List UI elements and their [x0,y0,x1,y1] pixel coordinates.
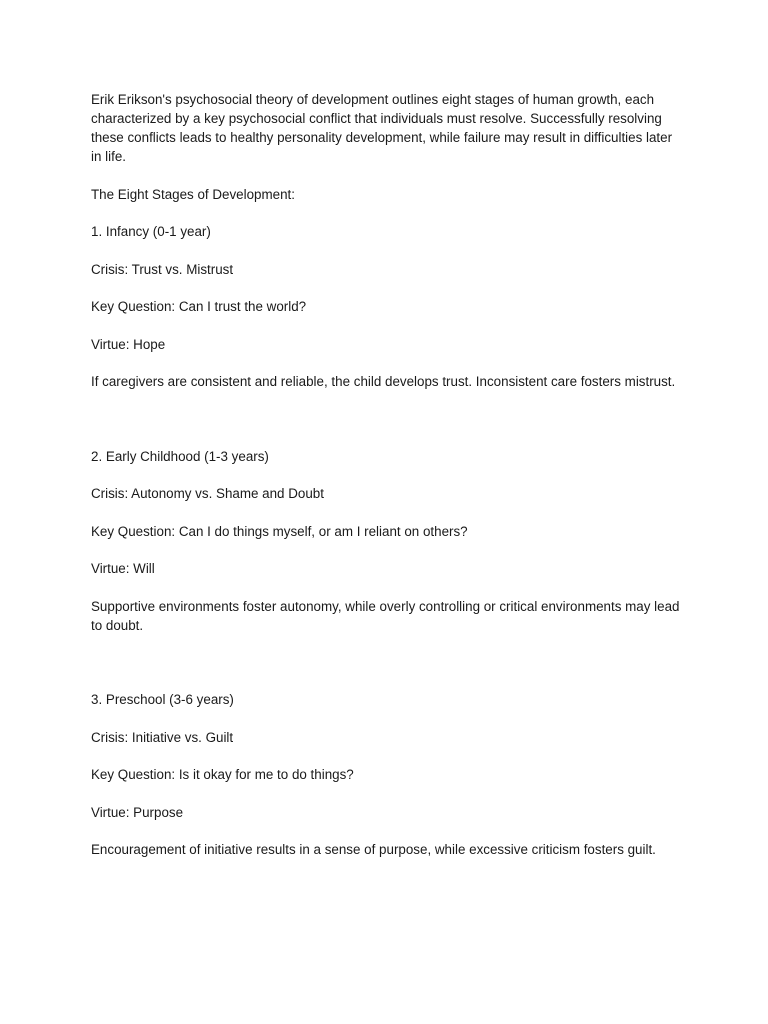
stage-virtue: Virtue: Will [91,561,155,576]
stage-key-question: Key Question: Can I trust the world? [91,299,307,314]
stage-spacer [91,410,691,447]
document-page [91,90,691,878]
stage-virtue: Virtue: Purpose [91,804,184,820]
stage-crisis: Crisis: Initiative vs. Guilt [91,729,234,745]
stage-title: 2. Early Childhood (1-3 years) [91,448,269,464]
stages-heading: The Eight Stages of Development: [91,186,295,202]
stage-crisis: Crisis: Trust vs. Mistrust [91,261,234,277]
intro-paragraph: Erik Erikson's psychosocial theory of development outlines eight stages of human growth, each characterized by a key psychosocial conflict that individuals must resolve. Successfully resolving these conflicts leads to healthy personality development, while failure may result in difficulties later in life. [91,92,673,164]
stage-crisis: Crisis: Autonomy vs. Shame and Doubt [91,486,324,501]
stage-3 [91,690,691,859]
stage-description: If caregivers are consistent and reliable, the child develops trust. Inconsistent care fosters mistrust. [91,374,676,389]
stage-description: Supportive environments foster autonomy, while overly controlling or critical environments may lead to doubt. [91,598,680,633]
stage-1 [91,222,691,391]
stage-description: Encouragement of initiative results in a sense of purpose, while excessive criticism fosters guilt. [91,842,656,857]
stage-key-question: Key Question: Can I do things myself, or am I reliant on others? [91,523,468,539]
stage-key-question: Key Question: Is it okay for me to do things? [91,767,354,782]
stage-title: 1. Infancy (0-1 year) [91,224,211,239]
stage-virtue: Virtue: Hope [91,336,166,352]
stage-2 [91,447,691,635]
stage-title: 3. Preschool (3-6 years) [91,692,234,707]
stage-spacer [91,653,691,690]
